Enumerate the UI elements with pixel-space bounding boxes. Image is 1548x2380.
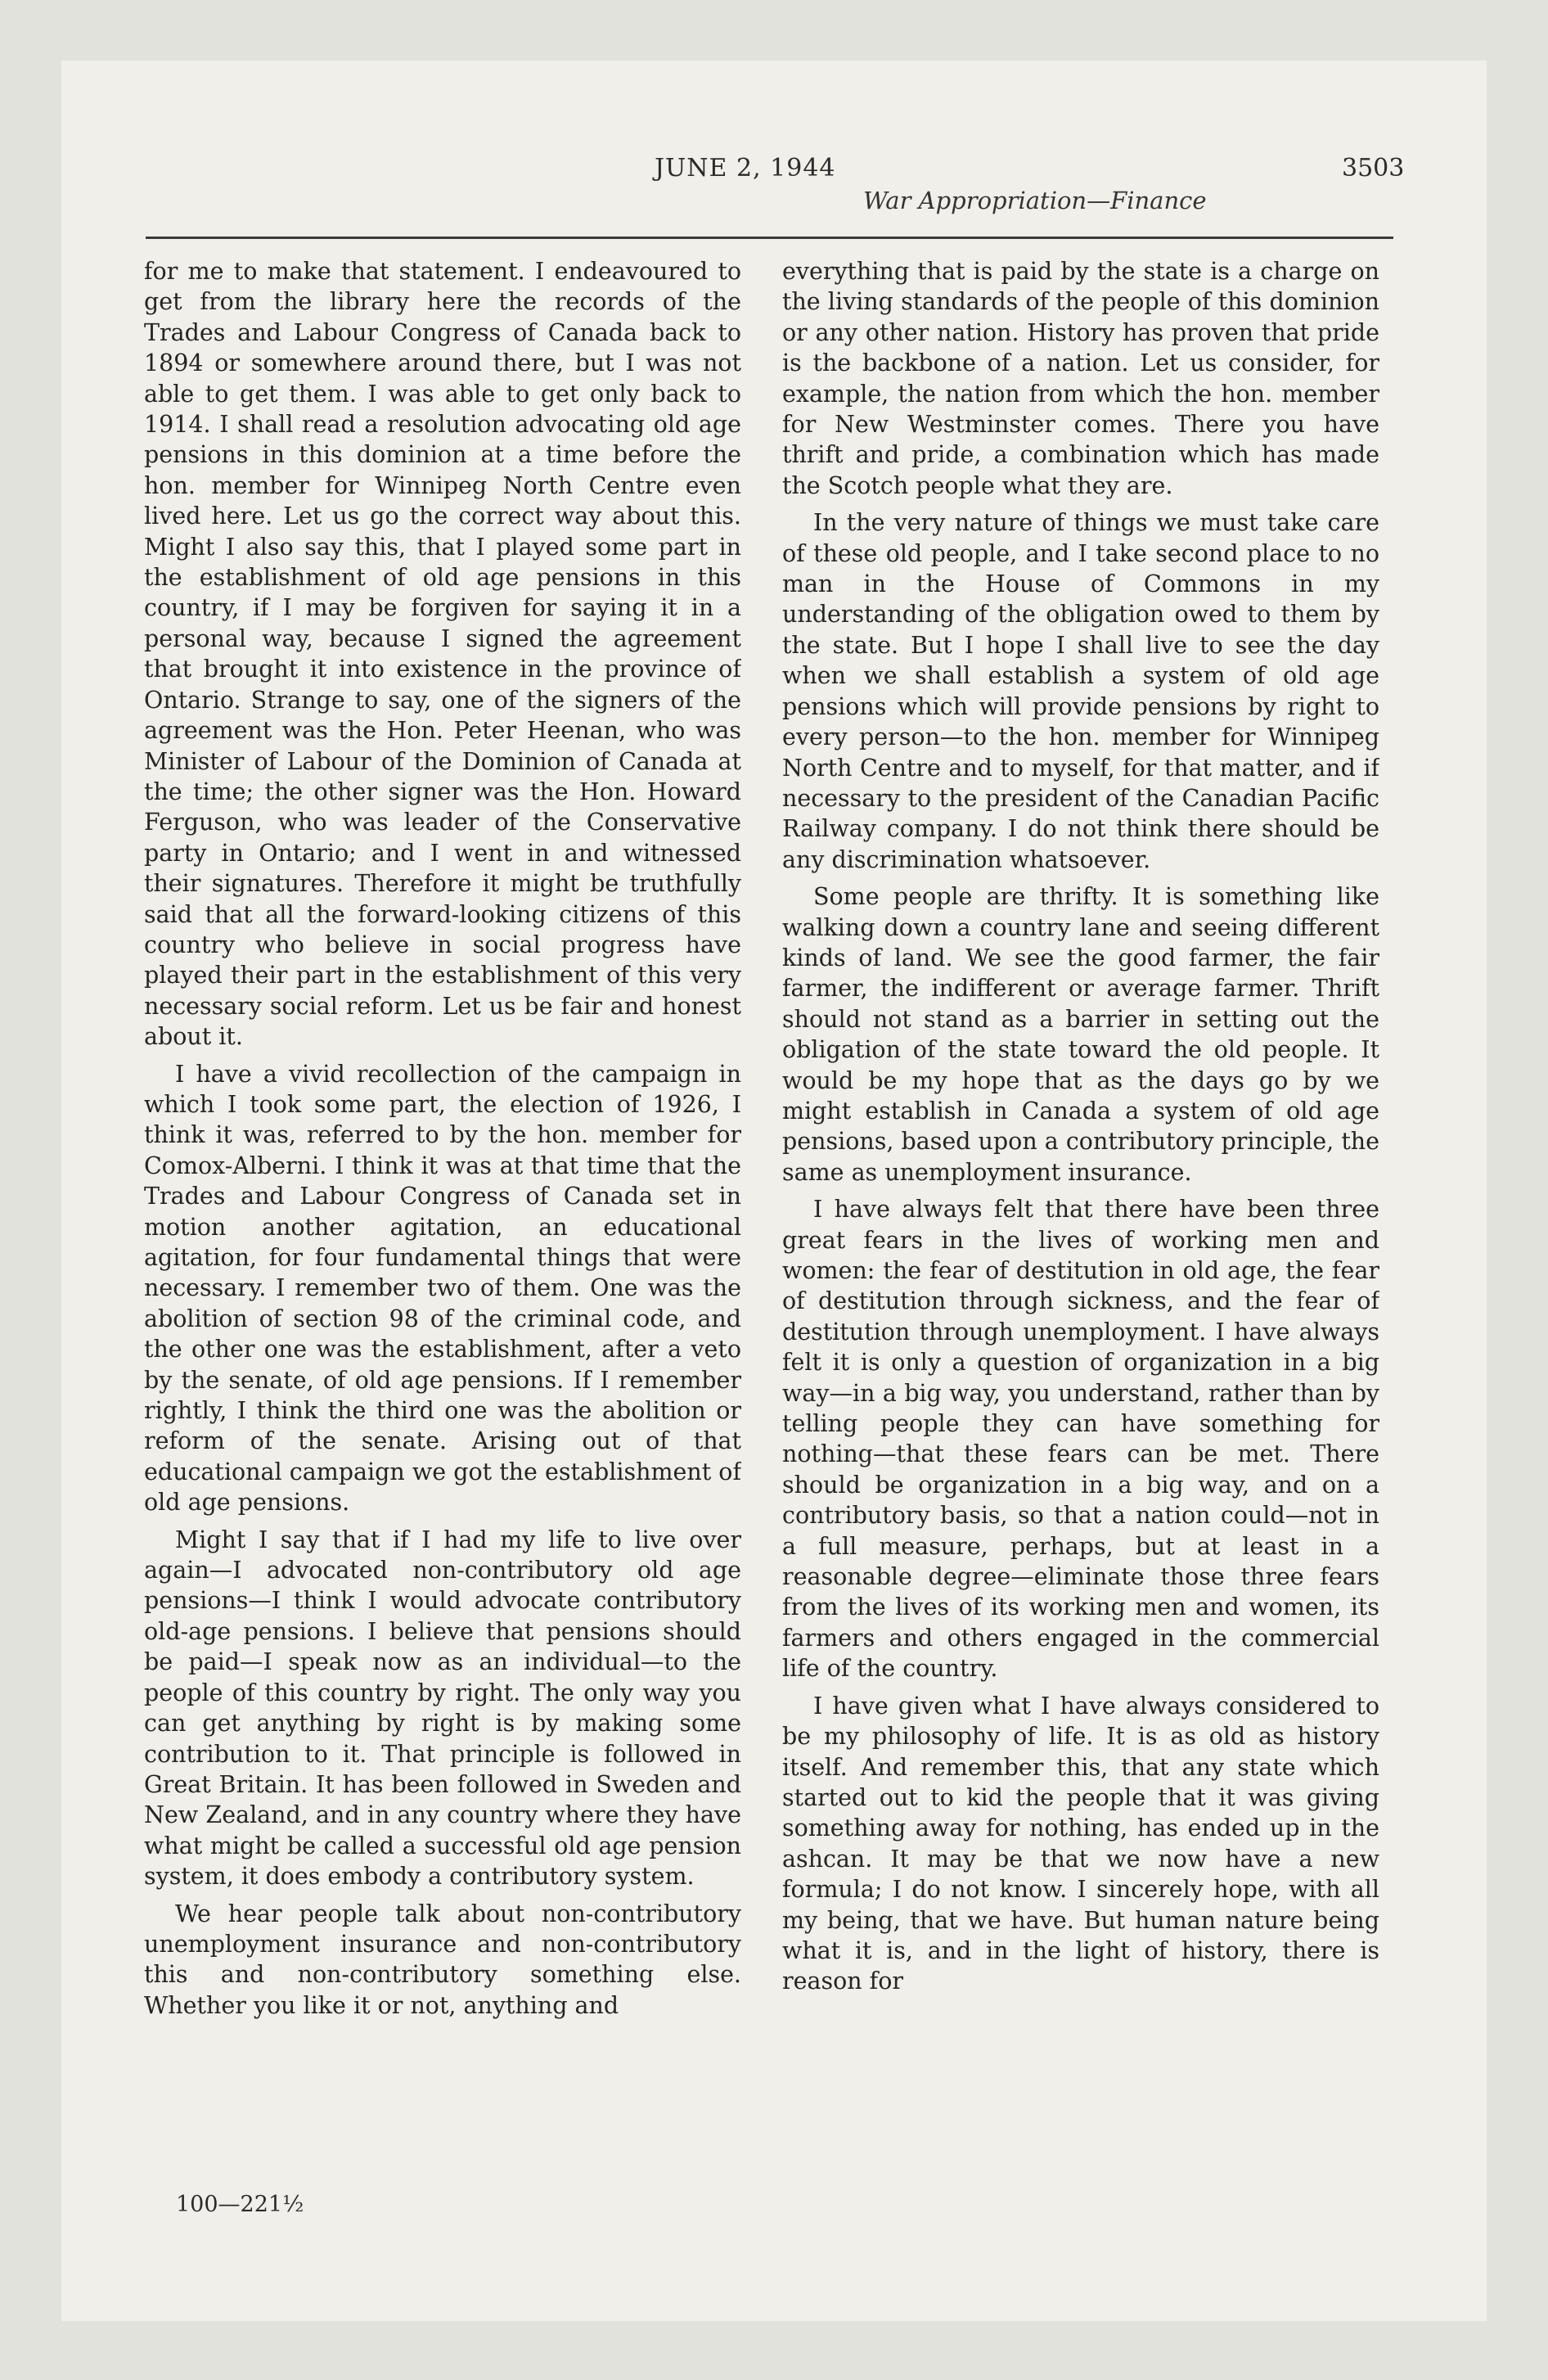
page-date: JUNE 2, 1944: [655, 154, 836, 183]
paragraph: everything that is paid by the state is a charge on the living standards of the people of this dominion or any other nation. History has proven that pride is the backbone of a nation. Let us consider, for example, the nation from which the hon. member for New Westminster comes. There you have thrift and pride, a combination which has made the Scotch people what they are.: [782, 258, 1379, 499]
running-title: War Appropriation—Finance: [863, 187, 1207, 214]
paragraph: Might I say that if I had my life to live over again—I advocated non-contributory old age pensions—I think I would advocate contributory old-age pensions. I believe that pensions should be paid—I speak now as an individual—to the people of this country by right. The only way you can get anything by right is by making some contribution to it. That principle is followed in Great Britain. It has been followed in Sweden and New Zealand, and in any country where they have what might be called a successful old age pension system, it does embody a contributory system.: [144, 1526, 741, 1891]
paragraph: I have always felt that there have been three great fears in the lives of working men and women: the fear of destitution in old age, the fear of destitution through sickness, and the fear of destitution through unemployment. I have always felt it is only a question of organization in a big way—in a big way, you understand, rather than by telling people they can have something for nothing—that these fears can be met. There should be organization in a big way, and on a contributory basis, so that a nation could—not in a full measure, perhaps, but at least in a reasonable degree—eliminate those three fears from the lives of its working men and women, its farmers and others engaged in the commercial life of the country.: [782, 1196, 1379, 1683]
paragraph: I have a vivid recollection of the campaign in which I took some part, the election of 1926, I think it was, referred to by the hon. member for Comox-Alberni. I think it was at that time that the Trades and Labour Congress of Canada set in motion another agitation, an educational agitation, for four fundamental things that were necessary. I remember two of them. One was the abolition of section 98 of the criminal code, and the other one was the establishment, after a veto by the senate, of old age pensions. If I remember rightly, I think the third one was the abolition or reform of the senate. Arising out of that educational campaign we got the establishment of old age pensions.: [144, 1060, 741, 1517]
right-column: [782, 256, 1379, 2130]
paragraph: I have given what I have always considered to be my philosophy of life. It is as old as history itself. And remember this, that any state which started out to kid the people that it was giving something away for nothing, has ended up in the ashcan. It may be that we now have a new formula; I do not know. I sincerely hope, with all my being, that we have. But human nature being what it is, and in the light of history, there is reason for: [782, 1692, 1379, 1995]
paragraph: for me to make that statement. I endeavoured to get from the library here the records of the Trades and Labour Congress of Canada back to 1894 or somewhere around there, but I was not able to get them. I was able to get only back to 1914. I shall read a resolution advocating old age pensions in this dominion at a time before the hon. member for Winnipeg North Centre even lived here. Let us go the correct way about this. Might I also say this, that I played some part in the establishment of old age pensions in this country, if I may be forgiven for saying it in a personal way, because I signed the agreement that brought it into existence in the province of Ontario. Strange to say, one of the signers of the agreement was the Hon. Peter Heenan, who was Minister of Labour of the Dominion of Canada at the time; the other signer was the Hon. Howard Ferguson, who was leader of the Conservative party in Ontario; and I went in and witnessed their signatures. Therefore it might be truthfully said that all the forward-looking citizens of this country who believe in social progress have played their part in the establishment of this very necessary social reform. Let us be fair and honest about it.: [144, 258, 741, 1051]
signature-mark: 100—221½: [176, 2192, 304, 2217]
paragraph: We hear people talk about non-contributory unemployment insurance and non-contributory this and non-contributory something else. Whether you like it or not, anything and: [144, 1900, 741, 2019]
page-number: 3503: [1342, 154, 1405, 183]
paragraph: Some people are thrifty. It is something like walking down a country lane and seeing different kinds of land. We see the good farmer, the fair farmer, the indifferent or average farmer. Thrift should not stand as a barrier in setting out the obligation of the state toward the old people. It would be my hope that as the days go by we might establish in Canada a system of old age pensions, based upon a contributory principle, the same as unemployment insurance.: [782, 883, 1379, 1186]
header-rule: [146, 237, 1393, 239]
paragraph: In the very nature of things we must take care of these old people, and I take second place to no man in the House of Commons in my understanding of the obligation owed to them by the state. But I hope I shall live to see the day when we shall establish a system of old age pensions which will provide pensions by right to every person—to the hon. member for Winnipeg North Centre and to myself, for that matter, and if necessary to the president of the Canadian Pacific Railway company. I do not think there should be any discrimination whatsoever.: [782, 509, 1379, 873]
left-column: [144, 256, 741, 2130]
